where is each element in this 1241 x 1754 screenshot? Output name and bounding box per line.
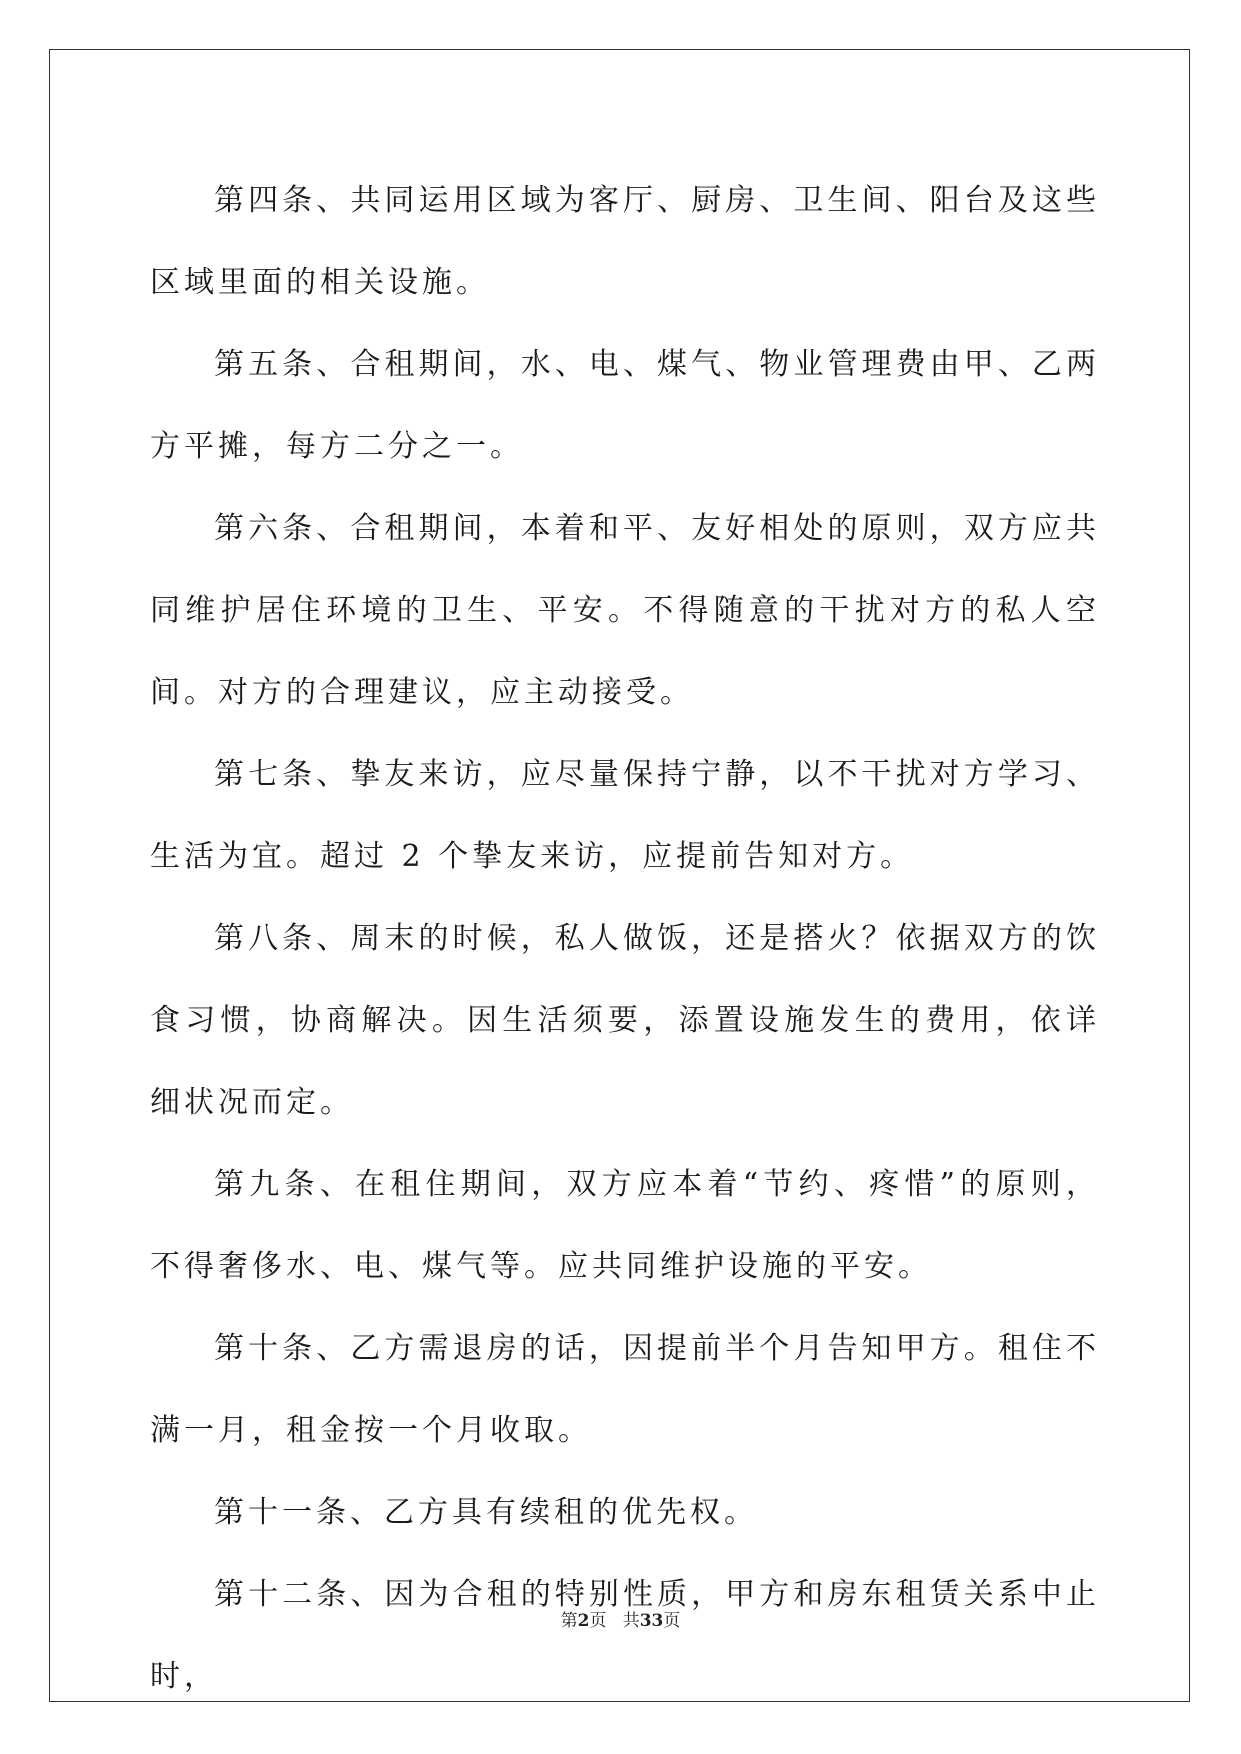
footer-page-prefix: 第 <box>560 1611 578 1631</box>
paragraph-article-4: 第四条、共同运用区域为客厅、厨房、卫生间、阳台及这些区域里面的相关设施。 <box>150 183 1100 300</box>
paragraph-article-9: 第九条、在租住期间，双方应本着“节约、疼惜”的原则，不得奢侈水、电、煤气等。应共同维护设施的平安。 <box>150 1167 1100 1284</box>
paragraph-article-10: 第十条、乙方需退房的话，因提前半个月告知甲方。租住不满一月，租金按一个月收取。 <box>150 1331 1100 1448</box>
footer-total-prefix: 共 <box>622 1611 640 1631</box>
document-body <box>150 160 1100 1718</box>
footer-total-suffix: 页 <box>663 1611 681 1631</box>
paragraph-article-6: 第六条、合租期间，本着和平、友好相处的原则，双方应共同维护居住环境的卫生、平安。不得随意的干扰对方的私人空间。对方的合理建议，应主动接受。 <box>150 511 1100 710</box>
page-footer <box>0 1606 1241 1631</box>
paragraph-article-7: 第七条、挚友来访，应尽量保持宁静，以不干扰对方学习、生活为宜。超过 2 个挚友来访，应提前告知对方。 <box>150 757 1100 874</box>
paragraph-article-11: 第十一条、乙方具有续租的优先权。 <box>214 1495 758 1530</box>
paragraph-article-8: 第八条、周末的时候，私人做饭，还是搭火？依据双方的饮食习惯，协商解决。因生活须要，添置设施发生的费用，依详细状况而定。 <box>150 921 1100 1120</box>
footer-page-suffix: 页 <box>589 1611 607 1631</box>
footer-total-pages: 33 <box>639 1611 664 1631</box>
paragraph-article-12: 第十二条、因为合租的特别性质，甲方和房东租赁关系中止时， <box>150 1577 1100 1694</box>
paragraph-article-5: 第五条、合租期间，水、电、煤气、物业管理费由甲、乙两方平摊，每方二分之一。 <box>150 347 1100 464</box>
footer-page-number: 2 <box>577 1611 590 1631</box>
